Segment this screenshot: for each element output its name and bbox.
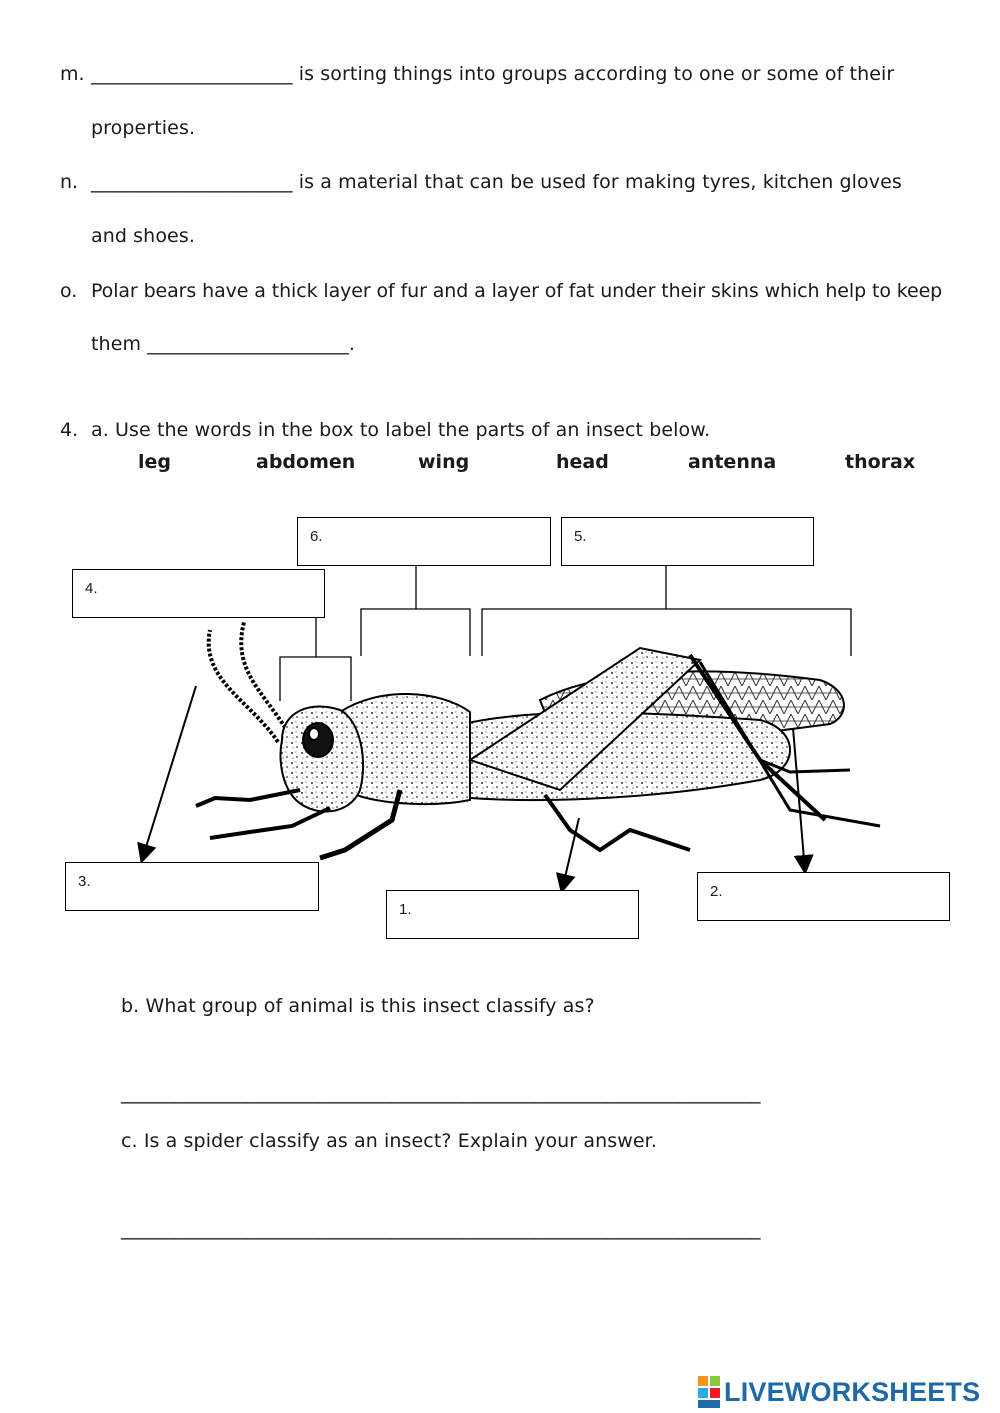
label-box-1-number: 1.	[399, 901, 412, 918]
label-box-1-input[interactable]	[421, 897, 625, 929]
word-bank-antenna: antenna	[688, 451, 777, 473]
question-m-continuation: properties.	[91, 117, 196, 139]
question-n-continuation: and shoes.	[91, 225, 195, 247]
question-4-number: 4.	[60, 419, 79, 441]
question-4b-text: b. What group of animal is this insect classify as?	[121, 995, 595, 1017]
question-4c-text: c. Is a spider classify as an insect? Explain your answer.	[121, 1130, 657, 1152]
label-box-5-number: 5.	[574, 528, 587, 545]
question-n-text: _____________________ is a material that can be used for making tyres, kitchen gloves	[91, 171, 902, 193]
question-o-continuation: them _____________________.	[91, 333, 355, 355]
question-4c-answer-line[interactable]: _______________________________________________________________________	[121, 1218, 760, 1240]
word-bank-wing: wing	[418, 451, 470, 473]
label-box-2-number: 2.	[710, 883, 723, 900]
word-bank-thorax: thorax	[845, 451, 916, 473]
label-box-3-number: 3.	[78, 873, 91, 890]
word-bank-leg: leg	[138, 451, 171, 473]
liveworksheets-brand-text: LIVEWORKSHEETS	[724, 1377, 981, 1407]
label-box-4[interactable]	[72, 569, 325, 618]
question-n-marker: n.	[60, 171, 79, 193]
label-box-6-number: 6.	[310, 528, 323, 545]
label-box-4-number: 4.	[85, 580, 98, 597]
question-o-text: Polar bears have a thick layer of fur and a layer of fat under their skins which help to keep	[91, 280, 943, 302]
word-bank-head: head	[556, 451, 609, 473]
label-box-6-input[interactable]	[332, 524, 536, 556]
label-box-5-input[interactable]	[596, 524, 800, 556]
label-box-1[interactable]	[386, 890, 639, 939]
label-box-6[interactable]	[297, 517, 551, 566]
question-4b-answer-line[interactable]: _______________________________________________________________________	[121, 1082, 760, 1104]
liveworksheets-logo-icon	[697, 1374, 723, 1410]
label-box-3[interactable]	[65, 862, 319, 911]
word-bank-abdomen: abdomen	[256, 451, 356, 473]
question-4a-instruction: a. Use the words in the box to label the parts of an insect below.	[91, 419, 711, 441]
question-o-marker: o.	[60, 280, 78, 302]
label-box-5[interactable]	[561, 517, 814, 566]
label-box-3-input[interactable]	[100, 869, 304, 901]
question-m-marker: m.	[60, 63, 85, 85]
label-box-2-input[interactable]	[732, 879, 936, 911]
label-box-2[interactable]	[697, 872, 950, 921]
label-box-4-input[interactable]	[107, 576, 311, 608]
question-m-text: _____________________ is sorting things into groups according to one or some of their	[91, 63, 895, 85]
